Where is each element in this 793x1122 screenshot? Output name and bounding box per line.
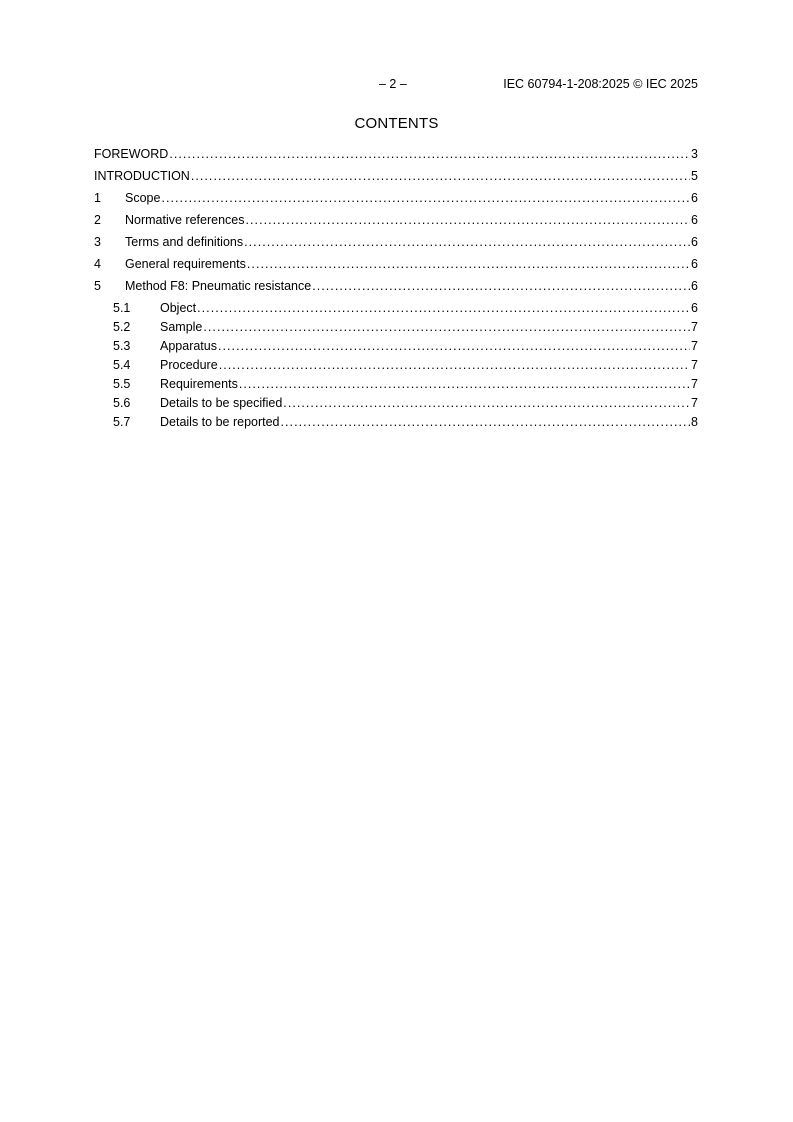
toc-entry-page: 6 <box>691 213 698 227</box>
toc-subentry-page: 8 <box>691 415 698 429</box>
toc-entry-page: 6 <box>691 191 698 205</box>
toc-entry-general-requirements[interactable] <box>94 256 698 278</box>
page-header <box>0 76 793 92</box>
page-number: – 2 – <box>379 77 407 91</box>
toc-entry-number: 3 <box>94 235 101 249</box>
toc-subentry-page: 7 <box>691 320 698 334</box>
toc-leader-dots <box>244 234 690 250</box>
toc-leader-dots <box>283 395 690 411</box>
toc-subentry-page: 7 <box>691 339 698 353</box>
toc-subentry-object[interactable] <box>94 300 698 319</box>
toc-entry-scope[interactable] <box>94 190 698 212</box>
toc-subentry-title: Procedure <box>160 358 218 372</box>
document-reference: IEC 60794-1-208:2025 © IEC 2025 <box>503 77 698 91</box>
toc-entry-foreword[interactable] <box>94 146 698 168</box>
toc-entry-title: Scope <box>125 191 161 205</box>
toc-leader-dots <box>203 319 690 335</box>
toc-subentry-details-to-be-reported[interactable] <box>94 414 698 433</box>
toc-subentry-title: Sample <box>160 320 203 334</box>
toc-entry-normative-references[interactable] <box>94 212 698 234</box>
toc-entry-title: General requirements <box>125 257 246 271</box>
toc-entry-page: 6 <box>691 257 698 271</box>
toc-entry-title: FOREWORD <box>94 147 169 161</box>
toc-entry-page: 6 <box>691 279 698 293</box>
toc-entry-title: Method F8: Pneumatic resistance <box>125 279 312 293</box>
toc-leader-dots <box>161 190 690 206</box>
toc-entry-page: 6 <box>691 235 698 249</box>
toc-subentry-number: 5.7 <box>113 415 131 429</box>
toc-subentry-number: 5.4 <box>113 358 131 372</box>
toc-leader-dots <box>312 278 690 294</box>
toc-leader-dots <box>246 212 691 228</box>
toc-entry-terms-and-definitions[interactable] <box>94 234 698 256</box>
toc-subentry-page: 7 <box>691 358 698 372</box>
toc-subentry-number: 5.1 <box>113 301 131 315</box>
toc-leader-dots <box>281 414 691 430</box>
toc-subentry-page: 7 <box>691 396 698 410</box>
toc-leader-dots <box>218 338 690 354</box>
toc-subentry-number: 5.2 <box>113 320 131 334</box>
toc-entry-introduction[interactable] <box>94 168 698 190</box>
toc-subentry-title: Requirements <box>160 377 238 391</box>
toc-subentry-apparatus[interactable] <box>94 338 698 357</box>
toc-entry-number: 2 <box>94 213 101 227</box>
toc-entry-number: 1 <box>94 191 101 205</box>
toc-subentry-number: 5.5 <box>113 377 131 391</box>
toc-entry-number: 5 <box>94 279 101 293</box>
toc-subentry-number: 5.3 <box>113 339 131 353</box>
toc-subentry-page: 6 <box>691 301 698 315</box>
table-of-contents <box>94 146 698 433</box>
toc-subentry-page: 7 <box>691 377 698 391</box>
toc-entry-page: 3 <box>691 147 698 161</box>
toc-leader-dots <box>219 357 690 373</box>
toc-subentry-number: 5.6 <box>113 396 131 410</box>
toc-subentry-title: Details to be specified <box>160 396 283 410</box>
toc-leader-dots <box>191 168 690 184</box>
toc-entry-title: INTRODUCTION <box>94 169 190 183</box>
toc-leader-dots <box>239 376 690 392</box>
contents-title: CONTENTS <box>354 115 439 132</box>
toc-subentry-title: Details to be reported <box>160 415 280 429</box>
toc-subentry-sample[interactable] <box>94 319 698 338</box>
toc-leader-dots <box>169 146 690 162</box>
toc-entry-title: Normative references <box>125 213 245 227</box>
toc-entry-method-f8[interactable] <box>94 278 698 300</box>
toc-subentry-details-to-be-specified[interactable] <box>94 395 698 414</box>
toc-subentry-title: Object <box>160 301 197 315</box>
toc-subentry-title: Apparatus <box>160 339 217 353</box>
toc-leader-dots <box>247 256 690 272</box>
toc-entry-page: 5 <box>691 169 698 183</box>
toc-entry-title: Terms and definitions <box>125 235 244 249</box>
toc-leader-dots <box>197 300 690 316</box>
toc-subentry-requirements[interactable] <box>94 376 698 395</box>
toc-entry-number: 4 <box>94 257 101 271</box>
toc-subentry-procedure[interactable] <box>94 357 698 376</box>
